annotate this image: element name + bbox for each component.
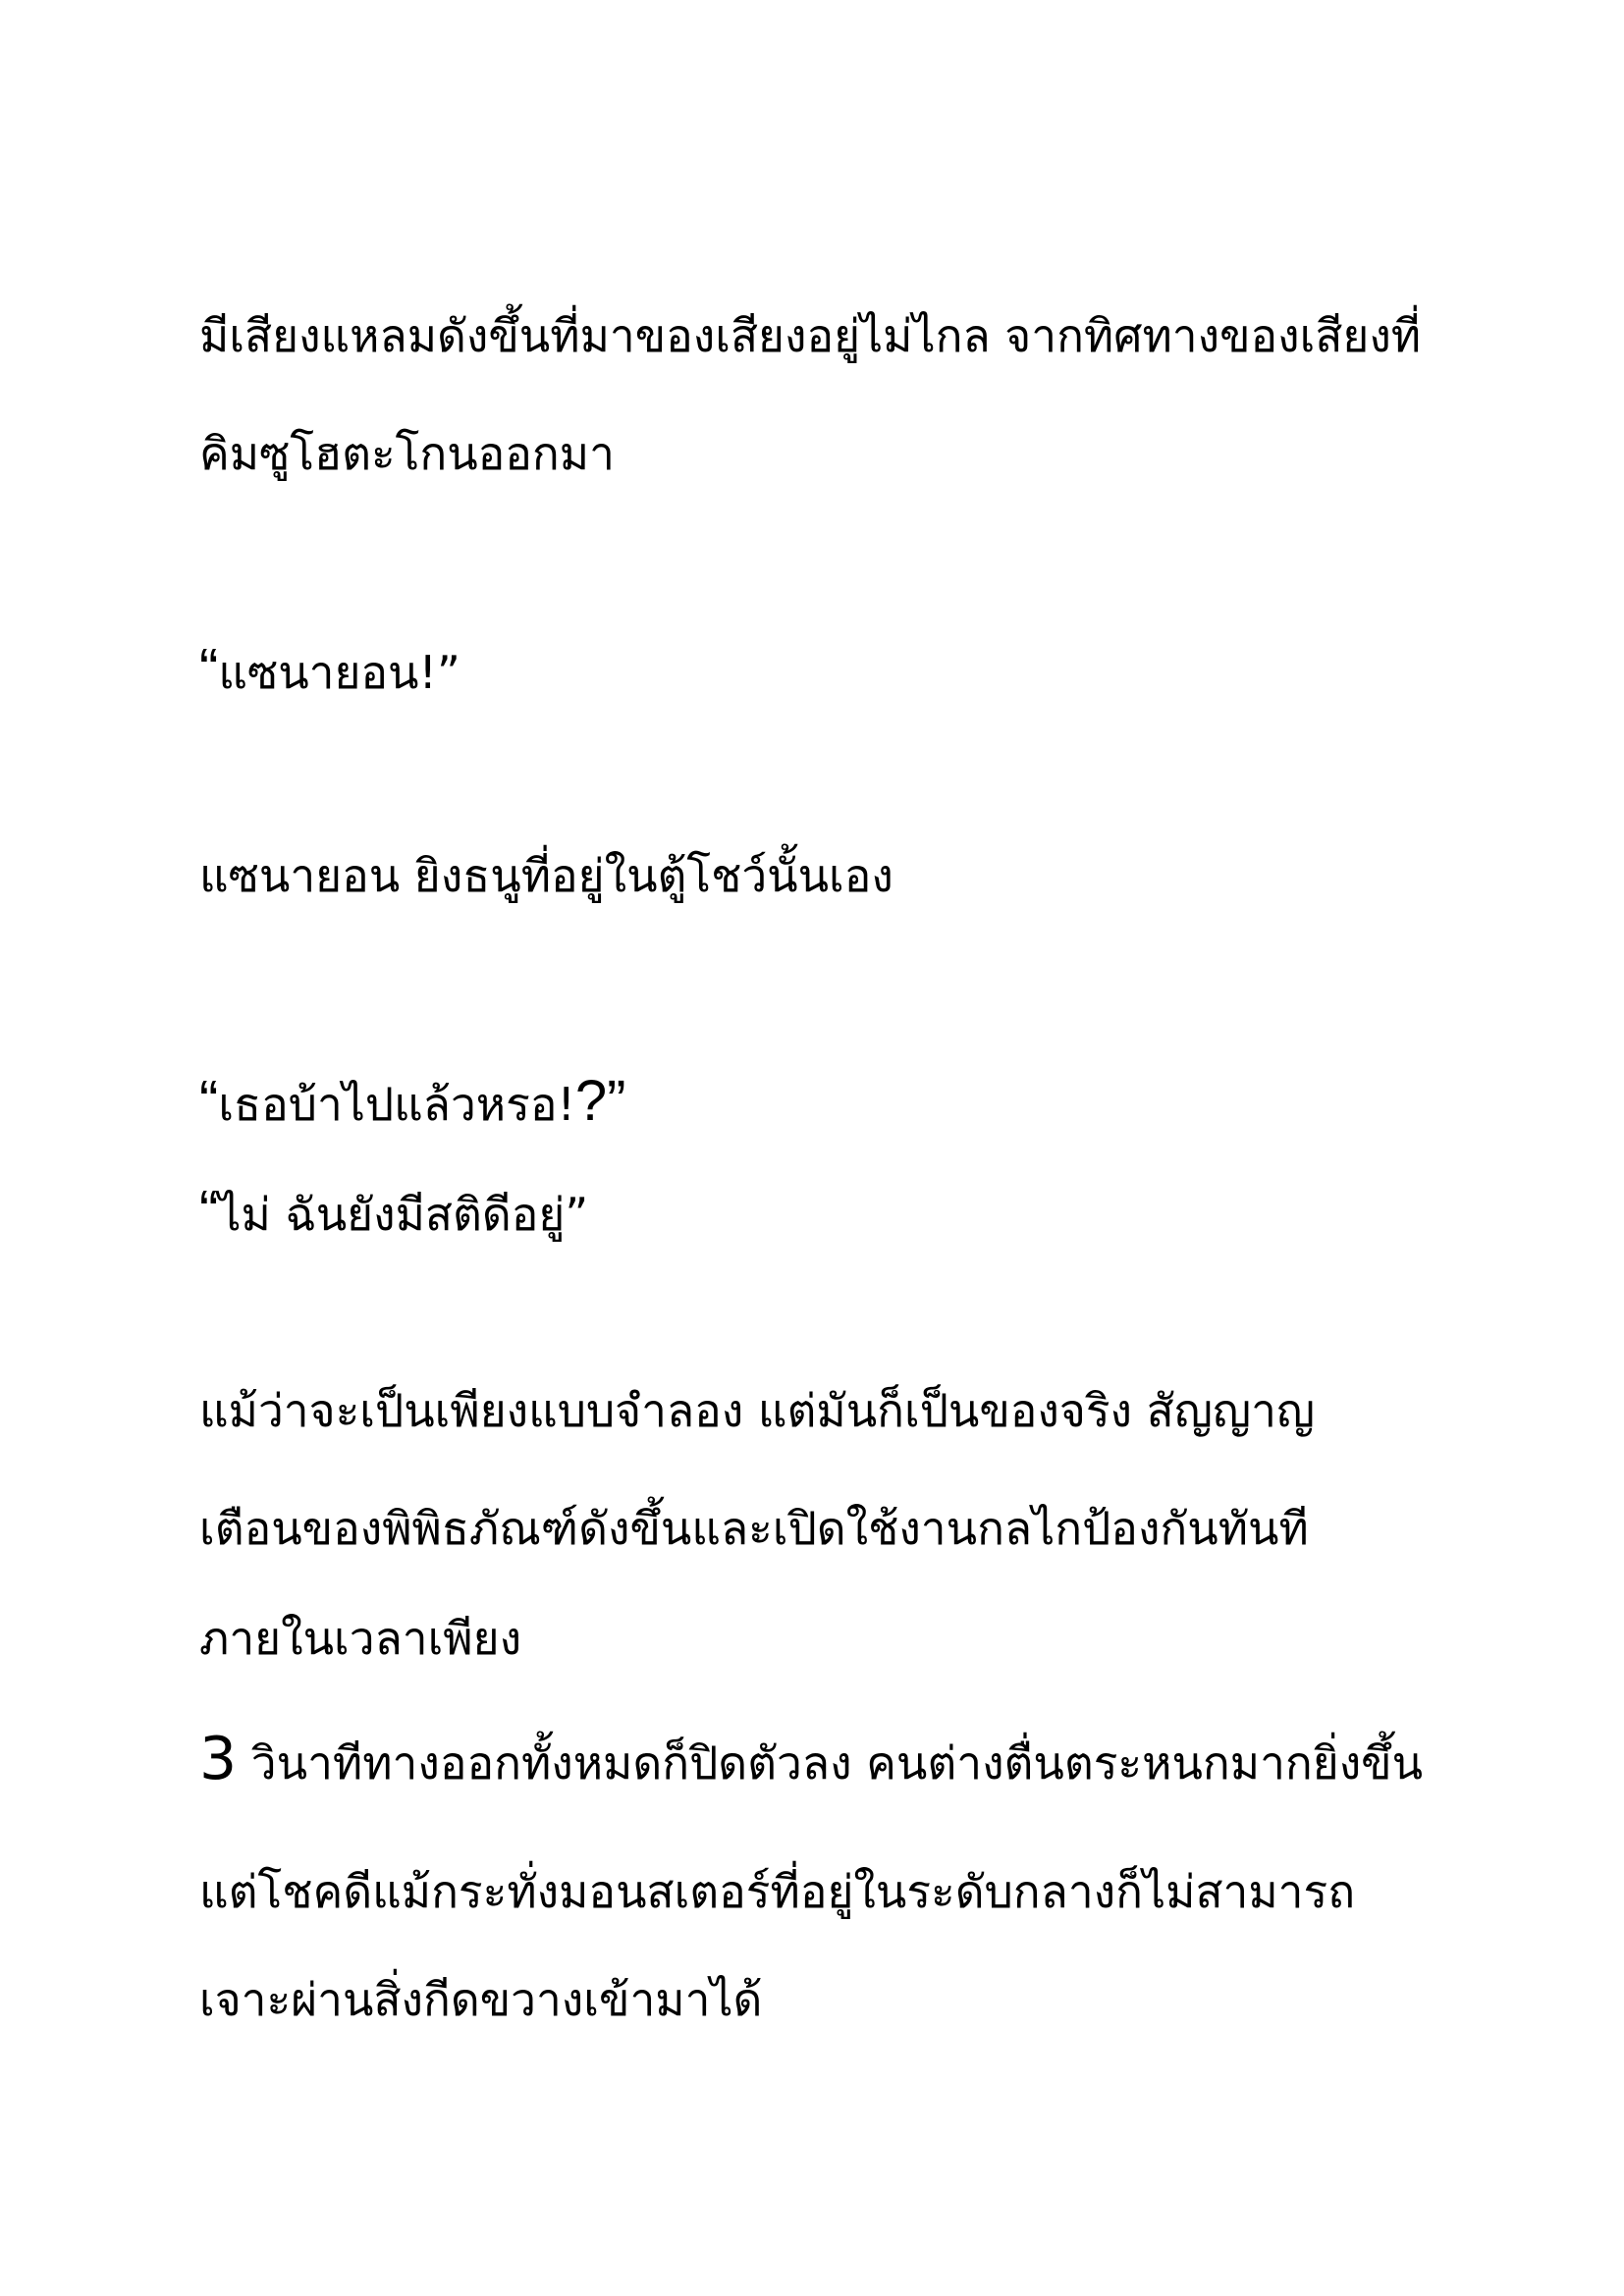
dialogue-answer bbox=[199, 1180, 588, 1246]
question-close: ?” bbox=[574, 1069, 626, 1133]
paragraph-3-line-3: ภายในเวลาเพียง bbox=[199, 1612, 522, 1665]
dialogue-shout-text: แซนายอน!” bbox=[218, 646, 460, 699]
paragraph-1-line-2: คิมซูโฮตะโกนออกมา bbox=[199, 427, 615, 480]
paragraph-3-line-2: เตือนของพิพิธภัณฑ์ดังขึ้นและเปิดใช้งานกลไกป้องกันทันที bbox=[199, 1502, 1309, 1555]
paragraph-4-line-1-text: วินาทีทางออกทั้งหมดก็ปิดตัวลง คนต่างตื่นตระหนกมากยิ่งขึ้น bbox=[237, 1736, 1424, 1789]
paragraph-4-line-3: เจาะผ่านสิ่งกีดขวางเข้ามาได้ bbox=[199, 1973, 763, 2026]
open-quote: “ bbox=[199, 1179, 219, 1243]
number-three: 3 bbox=[199, 1725, 238, 1793]
paragraph-3-line-1: แม้ว่าจะเป็นเพียงแบบจำลอง แต่มันก็เป็นของจริง สัญญาญ bbox=[199, 1384, 1316, 1437]
dialogue-answer-text: ไม่ ฉันยังมีสติดีอยู่” bbox=[218, 1188, 589, 1241]
paragraph-4-line-2: แต่โชคดีแม้กระทั่งมอนสเตอร์ที่อยู่ในระดับกลางก็ไม่สามารถ bbox=[199, 1865, 1356, 1918]
paragraph-4-line-1 bbox=[199, 1725, 1424, 1794]
open-quote: “ bbox=[199, 1069, 219, 1133]
open-quote: “ bbox=[199, 637, 219, 701]
dialogue-question bbox=[199, 1070, 625, 1136]
dialogue-shout bbox=[199, 638, 460, 704]
paragraph-2-line-1: แซนายอน ยิงธนูที่อยู่ในตู้โชว์นั้นเอง bbox=[199, 849, 893, 902]
dialogue-question-text: เธอบ้าไปแล้วหรอ! bbox=[218, 1078, 575, 1131]
paragraph-1-line-1: มีเสียงแหลมดังขึ้นที่มาของเสียงอยู่ไม่ไกล จากทิศทางของเสียงที่ bbox=[199, 309, 1422, 362]
